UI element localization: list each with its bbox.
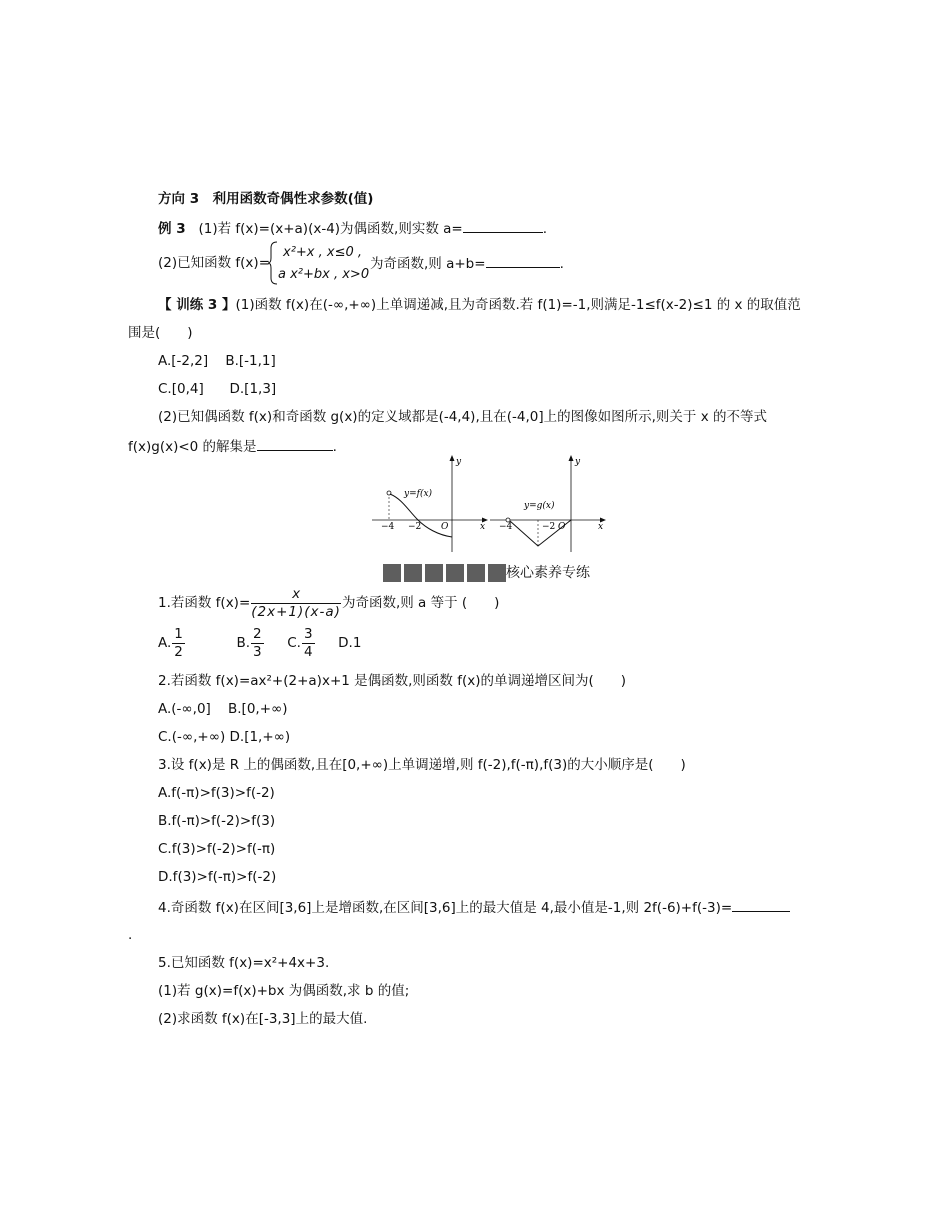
tick-neg2: −2 — [542, 522, 556, 532]
origin-label: O — [558, 522, 566, 532]
banner-block — [425, 564, 446, 582]
training-3-q1-options-cd — [158, 379, 276, 399]
denominator: 2 — [174, 643, 183, 660]
problem-3-option-a: A.f(-π)>f(3)>f(-2) — [158, 785, 275, 801]
section-heading: 方向 3 利用函数奇偶性求参数(值) — [158, 191, 374, 207]
problem-2-options-ab — [158, 699, 288, 719]
origin-label: O — [441, 522, 449, 532]
y-axis-label: y — [456, 457, 462, 467]
problem-4-period: . — [128, 927, 133, 943]
option-a-fraction — [172, 626, 185, 661]
g-curve-label: y=g(x) — [524, 501, 555, 511]
problem-1-fraction — [251, 586, 341, 621]
problem-5-part-1: (1)若 g(x)=f(x)+bx 为偶函数,求 b 的值; — [158, 983, 410, 999]
numerator: 3 — [303, 625, 313, 642]
banner-block — [404, 564, 425, 582]
option-c: C.(-∞,+∞) — [158, 729, 226, 745]
example-3-label: 例 3 — [158, 221, 186, 237]
answer-blank — [463, 218, 543, 233]
problem-3-option-d: D.f(3)>f(-π)>f(-2) — [158, 869, 277, 885]
f-curve-label: y=f(x) — [404, 489, 433, 499]
period: . — [542, 221, 548, 237]
option-a: A.(-∞,0] — [158, 701, 211, 717]
training-3-q1-line2: 围是( ) — [128, 325, 193, 341]
y-axis-label: y — [575, 457, 581, 467]
training-3-label: 【 训练 3 】 — [158, 297, 236, 313]
section-banner — [383, 563, 590, 583]
banner-block — [467, 564, 488, 582]
problem-1-suffix: 为奇函数,则 a 等于 ( ) — [341, 595, 500, 611]
training-3-q2-line2 — [128, 436, 337, 457]
problem-4-text: 4.奇函数 f(x)在区间[3,6]上是增函数,在区间[3,6]上的最大值是 4,最小值是-1,则 2f(-6)+f(-3)= — [158, 900, 733, 916]
answer-blank — [257, 436, 333, 451]
denominator: 4 — [303, 643, 313, 660]
problem-2-options-cd — [158, 727, 290, 747]
graph-f — [372, 455, 488, 552]
example-3-part-2-suffix — [370, 253, 564, 274]
numerator: 1 — [174, 625, 183, 642]
numerator: 2 — [253, 625, 262, 642]
x-axis-label: x — [598, 522, 604, 532]
example-3-part-1-text: (1)若 f(x)=(x+a)(x-4)为偶函数,则实数 a= — [198, 221, 463, 237]
training-3-q1-line1 — [158, 295, 801, 315]
option-a: A.[-2,2] — [158, 353, 209, 369]
period: . — [559, 256, 564, 272]
piecewise-case-2: a x²+bx , x>0 — [278, 267, 370, 282]
tick-neg4: −4 — [381, 522, 395, 532]
training-3-q1-options-ab — [158, 351, 276, 371]
problem-2: 2.若函数 f(x)=ax²+(2+a)x+1 是偶函数,则函数 f(x)的单调递增区间为( ) — [158, 673, 627, 689]
tick-neg4: −4 — [499, 522, 513, 532]
option-b: B.[0,+∞) — [228, 701, 288, 717]
banner-block — [446, 564, 467, 582]
option-d: D.[1,3] — [229, 381, 277, 397]
tick-neg2: −2 — [408, 522, 422, 532]
problem-4 — [158, 897, 790, 918]
graph-g — [490, 455, 606, 552]
banner-block — [488, 564, 506, 582]
example-3-part-2-suffix-text: 为奇函数,则 a+b= — [370, 256, 486, 272]
period: . — [332, 439, 337, 455]
option-c: C.[0,4] — [158, 381, 204, 397]
x-axis-label: x — [480, 522, 486, 532]
answer-blank — [732, 897, 790, 912]
option-b: B.[-1,1] — [225, 353, 276, 369]
option-c-fraction — [302, 626, 315, 661]
banner-block — [383, 564, 404, 582]
answer-blank — [486, 253, 560, 268]
denominator: 3 — [253, 643, 262, 660]
option-d: D.1 — [338, 635, 362, 651]
training-3-q2-text: f(x)g(x)<0 的解集是 — [128, 439, 257, 455]
option-d: D.[1,+∞) — [229, 729, 291, 745]
training-3-q1-text: (1)函数 f(x)在(-∞,+∞)上单调递减,且为奇函数.若 f(1)=-1,则满足-1≤f(x-2)≤1 的 x 的取值范 — [235, 297, 801, 313]
problem-3-option-c: C.f(3)>f(-2)>f(-π) — [158, 841, 276, 857]
option-b-fraction — [251, 626, 264, 661]
problem-3: 3.设 f(x)是 R 上的偶函数,且在[0,+∞)上单调递增,则 f(-2),f(-π),f(3)的大小顺序是( ) — [158, 757, 686, 773]
example-3-part-2-prefix: (2)已知函数 f(x)= — [158, 255, 271, 271]
problem-1-prefix: 1.若函数 f(x)= — [158, 595, 251, 611]
training-3-q2-line1: (2)已知偶函数 f(x)和奇函数 g(x)的定义域都是(-4,4),且在(-4,0]上的图像如图所示,则关于 x 的不等式 — [158, 409, 767, 425]
fraction-numerator: x — [251, 586, 341, 604]
fraction-denominator: (2x+1)(x-a) — [251, 603, 341, 620]
problem-3-option-b: B.f(-π)>f(-2)>f(3) — [158, 813, 276, 829]
problem-5: 5.已知函数 f(x)=x²+4x+3. — [158, 955, 330, 971]
option-c: C. — [287, 635, 301, 651]
function-graph-figure — [368, 452, 612, 556]
problem-1 — [158, 584, 499, 622]
problem-1-options — [158, 624, 361, 662]
example-3-part-1 — [158, 218, 547, 239]
piecewise-case-1: x²+x , x≤0 , — [283, 245, 363, 260]
option-b: B. — [236, 635, 251, 651]
section-title: 核心素养专练 — [506, 565, 590, 581]
option-a: A. — [158, 635, 172, 651]
problem-5-part-2: (2)求函数 f(x)在[-3,3]上的最大值. — [158, 1011, 368, 1027]
